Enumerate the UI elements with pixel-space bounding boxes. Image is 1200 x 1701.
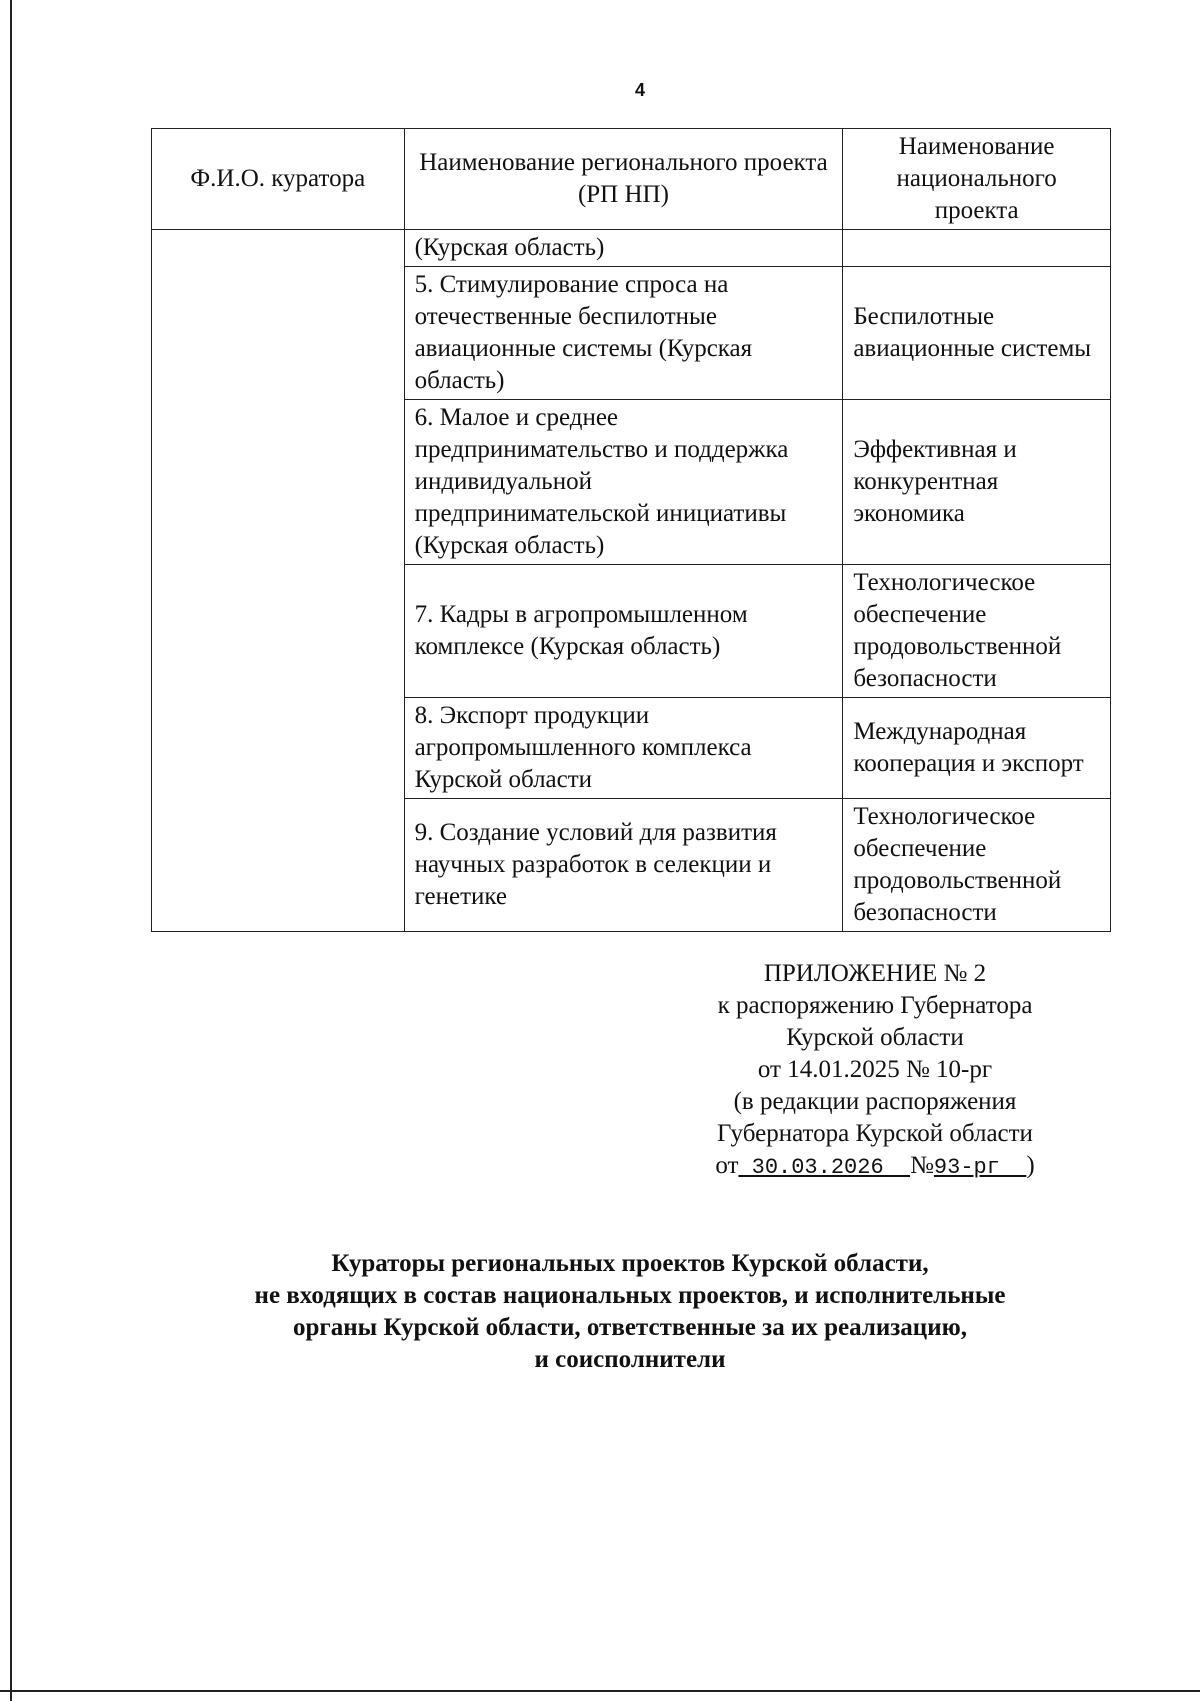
number-prefix: № — [910, 1152, 934, 1179]
national-project-cell: Технологическое обеспечение продовольственной безопасности — [843, 799, 1111, 932]
national-project-cell — [843, 230, 1111, 267]
national-project-cell: Технологическое обеспечение продовольственной безопасности — [843, 565, 1111, 698]
regional-project-cell: 6. Малое и среднее предпринимательство и поддержка индивидуальной предпринимательской инициативы (Курская область) — [404, 400, 843, 565]
page-bottom-edge — [0, 1690, 1200, 1692]
regional-project-cell: (Курская область) — [404, 230, 843, 267]
appendix-line: Губернатора Курской области — [717, 1120, 1033, 1147]
heading-line: и соисполнители — [534, 1346, 726, 1373]
projects-table-wrapper — [151, 128, 1111, 932]
national-project-cell: Беспилотные авиационные системы — [843, 267, 1111, 400]
national-project-cell: Международная кооперация и экспорт — [843, 698, 1111, 799]
appendix-block — [640, 958, 1110, 1184]
date-value: 30.03.2026 — [738, 1155, 911, 1180]
regional-project-cell: 5. Стимулирование спроса на отечественные беспилотные авиационные системы (Курская область) — [404, 267, 843, 400]
regional-project-cell: 8. Экспорт продукции агропромышленного комплекса Курской области — [404, 698, 843, 799]
regional-project-cell: 9. Создание условий для развития научных разработок в селекции и генетике — [404, 799, 843, 932]
appendix-line: Курской области — [786, 1024, 964, 1051]
page-number: 4 — [634, 80, 645, 100]
national-project-cell: Эффективная и конкурентная экономика — [843, 400, 1111, 565]
curator-cell — [152, 230, 405, 932]
heading-line: Кураторы региональных проектов Курской области, — [331, 1250, 929, 1277]
number-value: 93-рг — [933, 1155, 1027, 1180]
heading-line: не входящих в состав национальных проектов, и исполнительные — [254, 1282, 1006, 1309]
table-row — [152, 230, 1111, 267]
close-paren: ) — [1026, 1152, 1035, 1179]
appendix-line: к распоряжению Губернатора — [717, 992, 1033, 1019]
appendix-line: (в редакции распоряжения — [733, 1088, 1017, 1115]
page-left-edge — [10, 0, 12, 1701]
header-regional-project: Наименование регионального проекта (РП НП) — [404, 129, 843, 230]
regional-project-cell: 7. Кадры в агропромышленном комплексе (Курская область) — [404, 565, 843, 698]
projects-table — [151, 128, 1111, 932]
header-national-project: Наименование национального проекта — [843, 129, 1111, 230]
appendix-line: от 14.01.2025 № 10-рг — [757, 1056, 993, 1083]
table-header-row — [152, 129, 1111, 230]
date-prefix: от — [715, 1152, 739, 1179]
header-curator: Ф.И.О. куратора — [152, 129, 405, 230]
appendix-date-line — [640, 1150, 1110, 1184]
document-heading — [150, 1248, 1110, 1376]
heading-line: органы Курской области, ответственные за их реализацию, — [293, 1314, 967, 1341]
appendix-title: ПРИЛОЖЕНИЕ № 2 — [763, 960, 987, 987]
